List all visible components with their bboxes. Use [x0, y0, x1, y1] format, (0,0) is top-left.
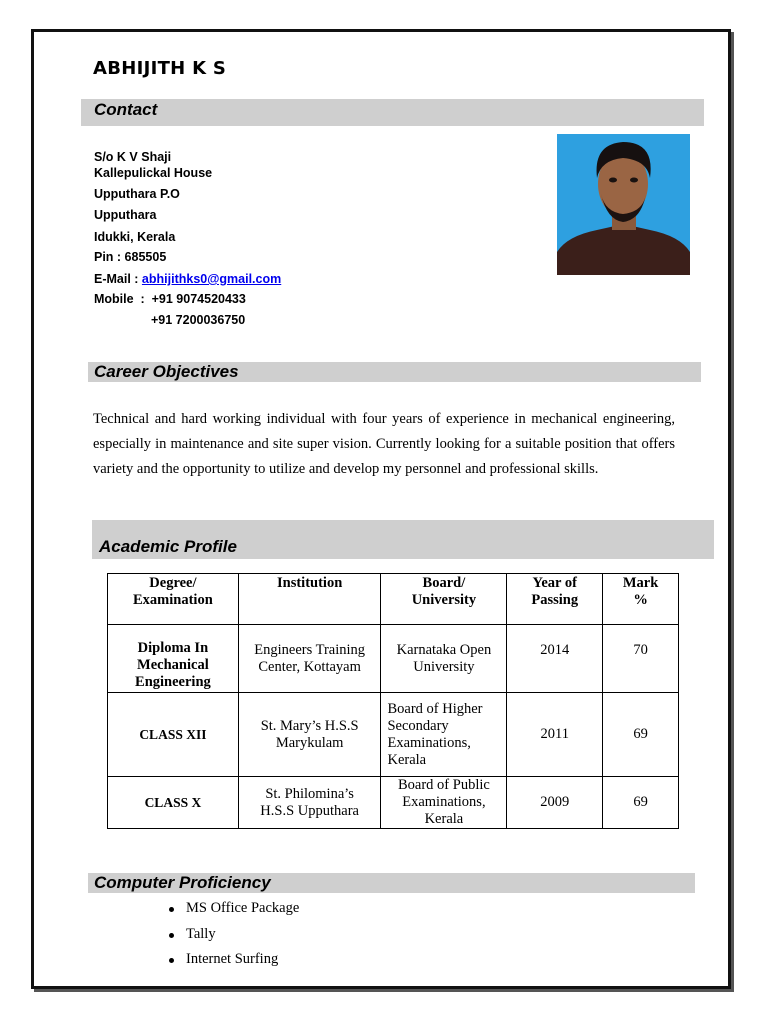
table-cell: Diploma In Mechanical Engineering	[108, 625, 239, 693]
table-cell: 69	[603, 693, 679, 777]
table-cell: Board of Public Examinations, Kerala	[381, 777, 507, 829]
table-row	[108, 693, 679, 777]
table-row	[108, 625, 679, 693]
header-mark: Mark %	[603, 574, 679, 625]
section-header-career-objectives: Career Objectives	[88, 362, 701, 382]
contact-line: Upputhara	[94, 208, 157, 222]
table-cell: 70	[603, 625, 679, 693]
email-label: E-Mail :	[94, 272, 142, 286]
table-cell: 2009	[507, 777, 603, 829]
profile-photo-image	[557, 134, 690, 275]
table-cell: 69	[603, 777, 679, 829]
skills-list	[168, 900, 299, 977]
profile-photo	[557, 134, 690, 275]
candidate-name: ABHIJITH K S	[93, 58, 227, 79]
email-link[interactable]: abhijithks0@gmail.com	[141, 272, 282, 286]
list-item: Tally	[168, 926, 299, 952]
contact-line: Kallepulickal House	[94, 166, 213, 180]
section-header-academic-profile: Academic Profile	[92, 520, 714, 559]
header-degree: Degree/ Examination	[108, 574, 239, 625]
list-item: MS Office Package	[168, 900, 299, 926]
contact-mobile: Mobile : +91 9074520433	[94, 292, 246, 306]
contact-email-row	[94, 272, 281, 286]
table-header-row	[108, 574, 679, 625]
table-cell: CLASS XII	[108, 693, 239, 777]
table-cell: Engineers Training Center, Kottayam	[238, 625, 381, 693]
contact-line: Upputhara P.O	[94, 187, 180, 201]
contact-line: Idukki, Kerala	[94, 230, 176, 244]
header-board: Board/ University	[381, 574, 507, 625]
table-cell: 2014	[507, 625, 603, 693]
list-item: Internet Surfing	[168, 951, 299, 977]
section-header-computer-proficiency: Computer Proficiency	[88, 873, 695, 893]
table-cell: St. Philomina’s H.S.S Upputhara	[238, 777, 381, 829]
academic-table	[107, 573, 679, 829]
career-objective-text: Technical and hard working individual with four years of experience in mechanical engineering, especially in maintenance and site super vision. Currently looking for a suitable position that offers variety and the opportunity to utilize and develop my personnel and professional skills.	[93, 411, 675, 477]
table-cell: 2011	[507, 693, 603, 777]
header-institution: Institution	[238, 574, 381, 625]
section-header-contact: Contact	[81, 99, 704, 126]
table-cell: St. Mary’s H.S.S Marykulam	[238, 693, 381, 777]
table-row	[108, 777, 679, 829]
table-cell: Karnataka Open University	[381, 625, 507, 693]
table-cell: Board of Higher Secondary Examinations, Kerala	[381, 693, 507, 777]
contact-line: S/o K V Shaji	[94, 150, 172, 164]
contact-mobile-2: +91 7200036750	[151, 313, 246, 327]
contact-pin: Pin : 685505	[94, 250, 167, 264]
header-year: Year of Passing	[507, 574, 603, 625]
table-cell: CLASS X	[108, 777, 239, 829]
